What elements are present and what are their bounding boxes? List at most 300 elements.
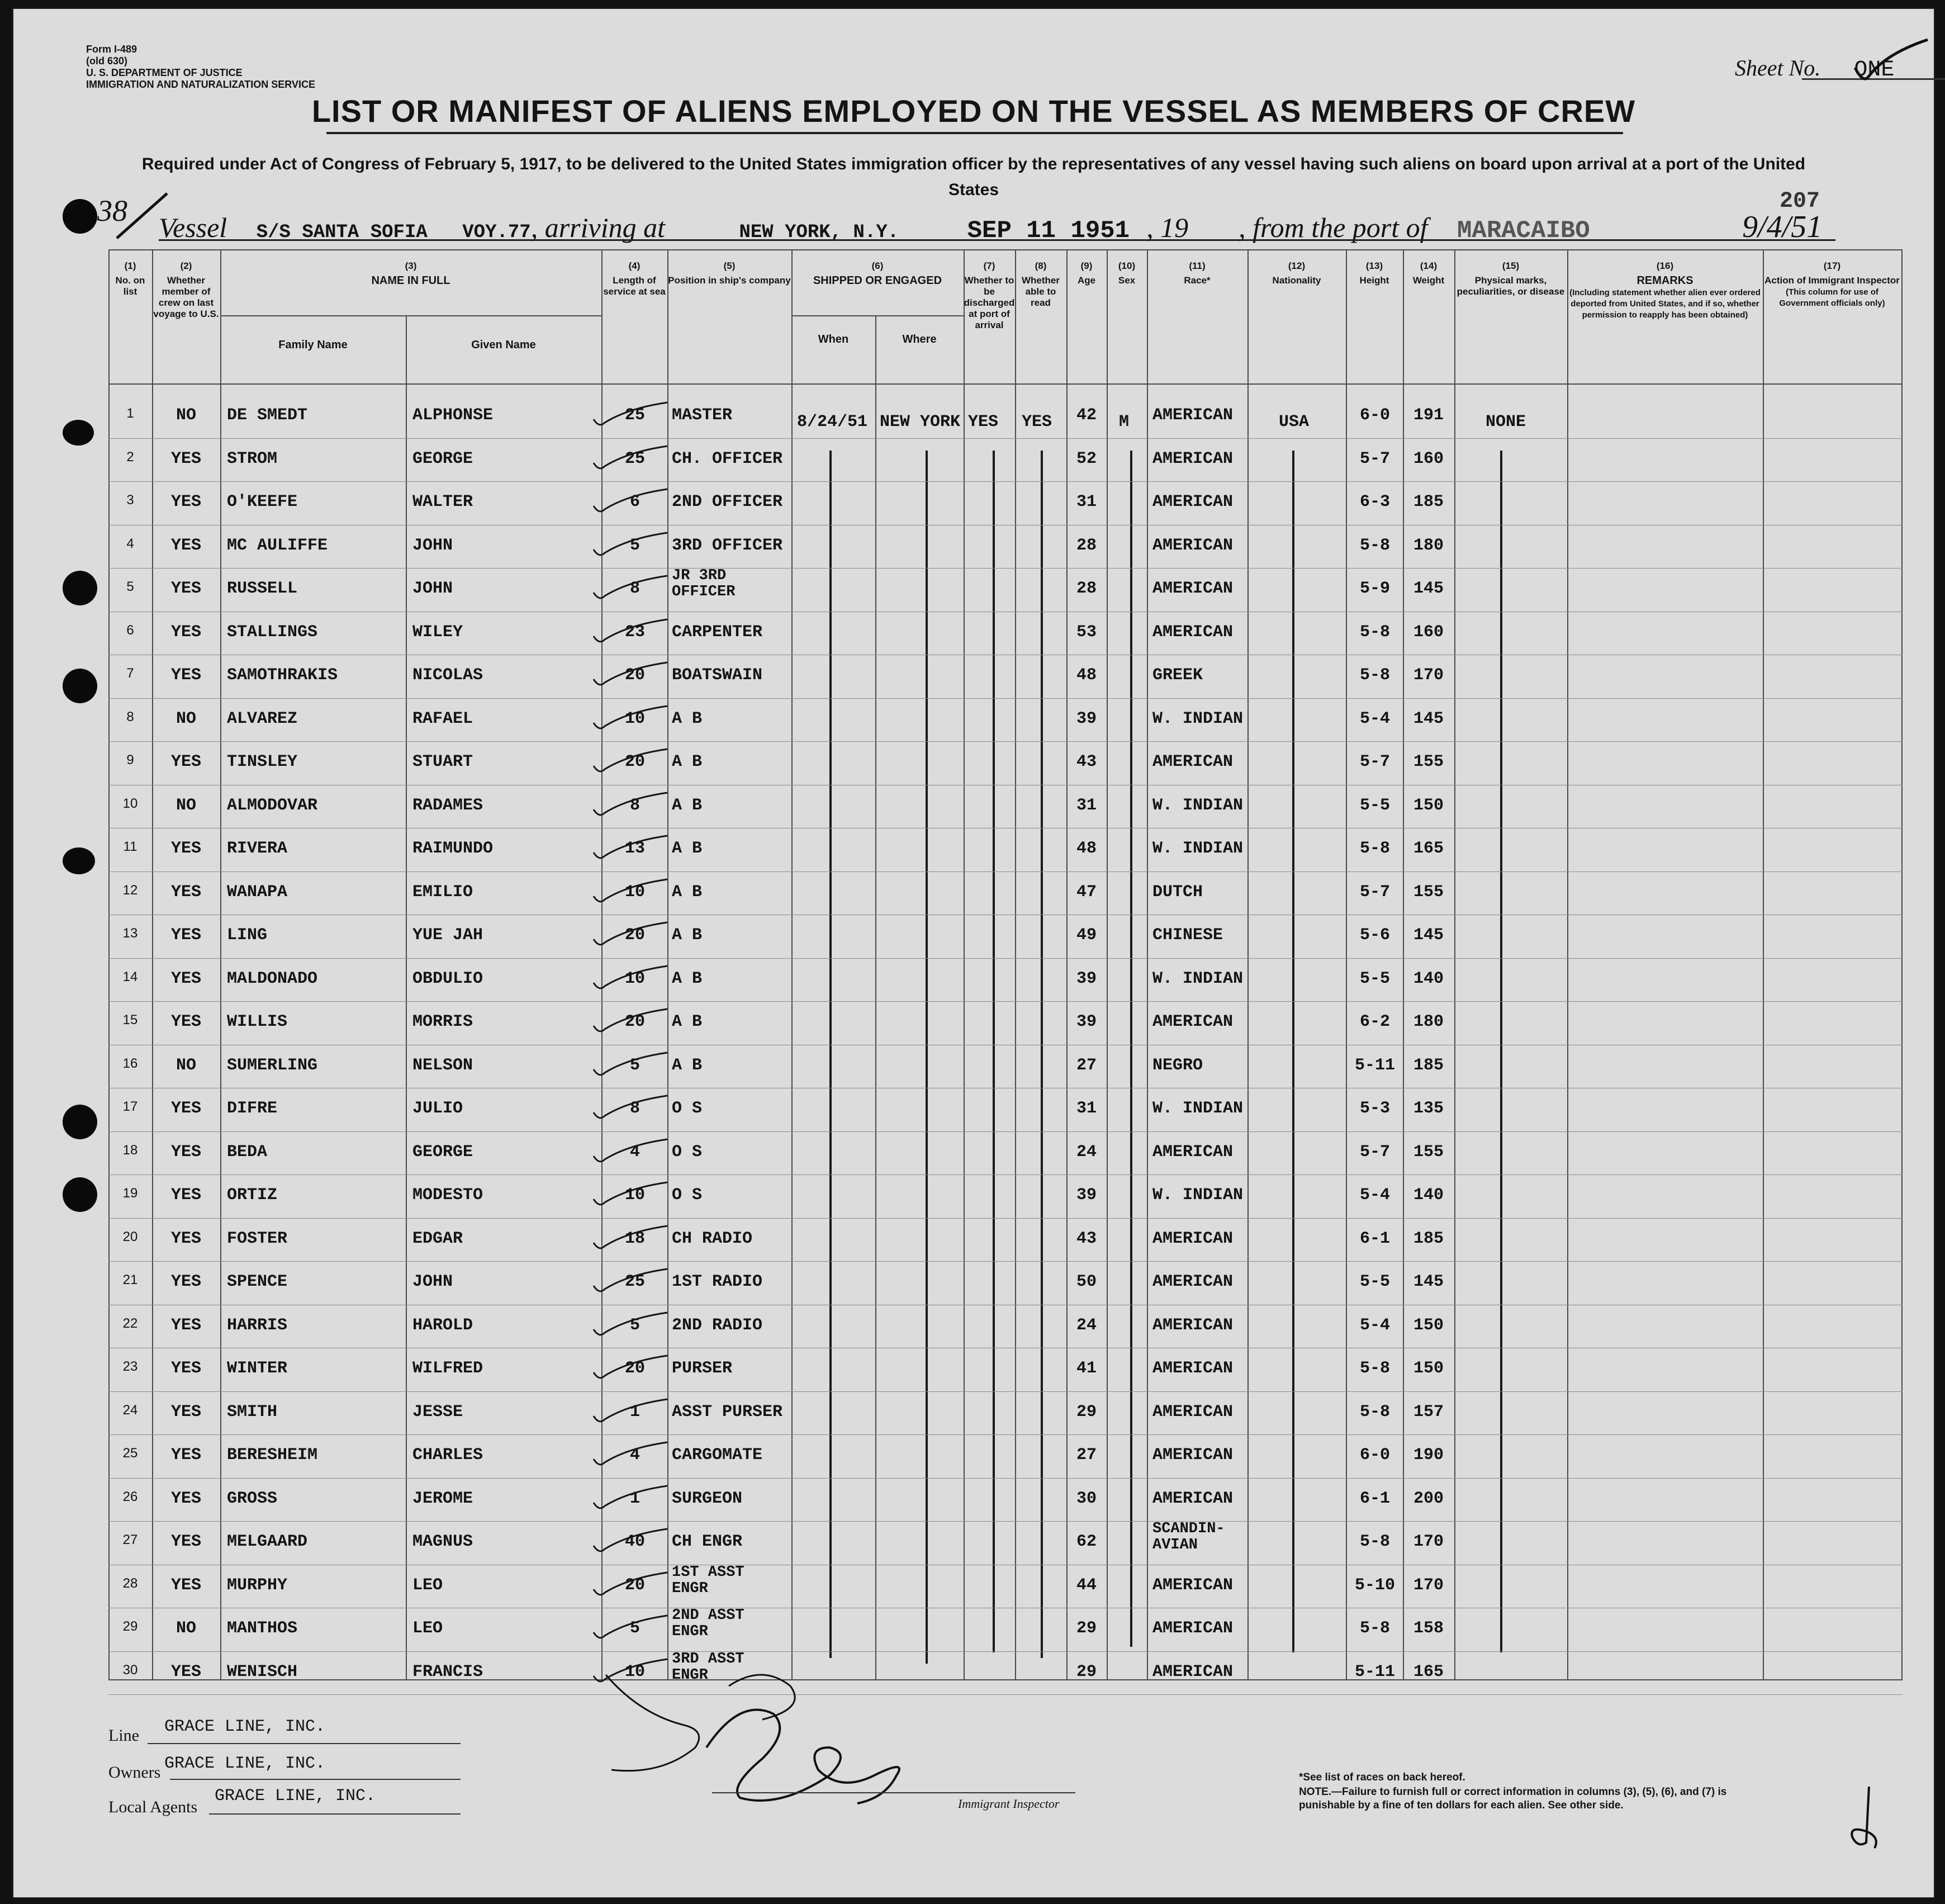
crew-race: W. INDIAN: [1152, 1186, 1244, 1205]
crew-service: 23: [624, 622, 645, 642]
crew-weight: 190: [1413, 1446, 1444, 1465]
crew-no: 15: [122, 1012, 138, 1027]
header-col12: (12) Nationality: [1272, 261, 1321, 286]
row-rule: [108, 1001, 1903, 1002]
ditto-mark: [993, 451, 995, 1652]
punch-hole: [63, 669, 97, 703]
crew-position: CARGOMATE: [672, 1446, 763, 1465]
crew-age: 39: [1076, 1186, 1097, 1205]
column-rule: [1015, 249, 1016, 1680]
crew-position: A B: [672, 926, 703, 945]
crew-age: 48: [1076, 666, 1097, 685]
crew-no: 4: [126, 536, 134, 551]
owners-value: GRACE LINE, INC.: [164, 1754, 326, 1773]
crew-height: 5-8: [1359, 1619, 1390, 1638]
crew-race: AMERICAN: [1152, 1446, 1234, 1465]
crew-weight: 180: [1413, 1012, 1444, 1031]
service-check-icon: [589, 1527, 673, 1555]
crew-service: 40: [624, 1532, 645, 1551]
row-rule: [108, 1478, 1903, 1479]
crew-weight: 170: [1413, 666, 1444, 685]
service-check-icon: [589, 1224, 673, 1252]
crew-position: SURGEON: [672, 1489, 743, 1508]
year-label: , 19: [1146, 212, 1189, 243]
crew-race: AMERICAN: [1152, 406, 1234, 425]
crew-height: 5-8: [1359, 1402, 1390, 1422]
races-note: *See list of races on back hereof.: [1299, 1772, 1465, 1783]
column-rule: [1901, 249, 1903, 1680]
crew-given: WILEY: [412, 622, 463, 642]
row-rule: [108, 1261, 1903, 1262]
header-family-name: Family Name: [278, 339, 348, 351]
row1-sex: M: [1119, 413, 1130, 432]
header-col2: (2) Whether member of crew on last voyage to U.S.: [153, 261, 219, 319]
crew-service: 20: [624, 1012, 645, 1031]
ditto-mark: [829, 451, 832, 1658]
row-rule: [108, 741, 1903, 742]
crew-prev: YES: [170, 1662, 201, 1682]
column-rule: [220, 249, 221, 1680]
service-check-icon: [589, 877, 673, 905]
crew-position: O S: [672, 1142, 703, 1162]
column-rule: [1346, 249, 1347, 1680]
crew-height: 6-0: [1359, 1446, 1390, 1465]
crew-position: PURSER: [672, 1359, 733, 1378]
from-port-label: , from the port of: [1239, 212, 1428, 243]
crew-age: 29: [1076, 1402, 1097, 1422]
column-rule: [1107, 249, 1108, 1680]
column-rule: [1567, 249, 1568, 1680]
crew-service: 25: [624, 406, 645, 425]
crew-family: ORTIZ: [227, 1186, 278, 1205]
crew-given: MORRIS: [412, 1012, 473, 1031]
crew-weight: 160: [1413, 449, 1444, 468]
punch-hole: [63, 1105, 97, 1139]
check-mark-icon: [1852, 37, 1930, 87]
crew-family: DE SMEDT: [227, 406, 308, 425]
crew-position: O S: [672, 1186, 703, 1205]
crew-family: STALLINGS: [227, 622, 318, 642]
crew-position: CARPENTER: [672, 622, 763, 642]
crew-family: SUMERLING: [227, 1055, 318, 1075]
crew-given: MAGNUS: [412, 1532, 473, 1551]
row-rule: [108, 481, 1903, 482]
crew-age: 31: [1076, 1099, 1097, 1118]
manifest-sheet: [12, 8, 1935, 1898]
crew-family: MURPHY: [227, 1575, 288, 1595]
crew-given: JESSE: [412, 1402, 463, 1422]
crew-no: 6: [126, 622, 134, 638]
crew-height: 6-2: [1359, 1012, 1390, 1031]
crew-service: 18: [624, 1229, 645, 1248]
crew-age: 41: [1076, 1359, 1097, 1378]
crew-family: DIFRE: [227, 1099, 278, 1118]
crew-age: 39: [1076, 709, 1097, 728]
column-rule: [1147, 249, 1148, 1680]
header-col14: (14) Weight: [1412, 261, 1445, 286]
crew-race: AMERICAN: [1152, 536, 1234, 555]
service-name: IMMIGRATION AND NATURALIZATION SERVICE: [86, 79, 315, 90]
crew-no: 1: [126, 406, 134, 421]
crew-height: 6-1: [1359, 1489, 1390, 1508]
crew-age: 31: [1076, 795, 1097, 815]
crew-no: 17: [122, 1099, 138, 1114]
service-check-icon: [589, 1353, 673, 1381]
service-check-icon: [589, 1093, 673, 1121]
service-check-icon: [589, 1267, 673, 1295]
header-when: When: [818, 333, 849, 345]
header-col16: (16) REMARKS (Including statement whether alien ever ordered deported from United States, and if so, whether permission to reapply has been obtained): [1569, 261, 1761, 320]
crew-height: 5-7: [1359, 1142, 1390, 1162]
service-check-icon: [589, 1397, 673, 1425]
crew-service: 8: [629, 795, 640, 815]
service-check-icon: [589, 833, 673, 861]
crew-given: HAROLD: [412, 1315, 473, 1335]
service-check-icon: [589, 920, 673, 948]
crew-family: TINSLEY: [227, 752, 298, 771]
arrival-date-stamp: SEP 11 1951: [967, 217, 1130, 245]
crew-race: W. INDIAN: [1152, 839, 1244, 858]
crew-height: 5-5: [1359, 969, 1390, 988]
crew-service: 5: [629, 1315, 640, 1335]
crew-given: WALTER: [412, 492, 473, 511]
row-rule: [108, 698, 1903, 699]
crew-height: 5-9: [1359, 579, 1390, 598]
header-col17: (17) Action of Immigrant Inspector (This column for use of Government officials only): [1764, 261, 1900, 308]
crew-service: 5: [629, 1619, 640, 1638]
crew-prev: YES: [170, 926, 201, 945]
crew-race: AMERICAN: [1152, 1012, 1234, 1031]
margin-handwritten-mark: 38: [97, 194, 127, 228]
header-given-name: Given Name: [471, 339, 536, 351]
crew-given: JOHN: [412, 579, 453, 598]
crew-weight: 165: [1413, 1662, 1444, 1682]
line-value: GRACE LINE, INC.: [164, 1717, 326, 1736]
crew-prev: YES: [170, 1315, 201, 1335]
crew-weight: 145: [1413, 1272, 1444, 1291]
crew-family: RUSSELL: [227, 579, 298, 598]
service-check-icon: [589, 1007, 673, 1035]
crew-service: 10: [624, 1186, 645, 1205]
punch-hole: [63, 847, 95, 874]
crew-height: 6-3: [1359, 492, 1390, 511]
crew-given: JULIO: [412, 1099, 463, 1118]
crew-age: 29: [1076, 1662, 1097, 1682]
crew-service: 13: [624, 839, 645, 858]
department-name: U. S. DEPARTMENT OF JUSTICE: [86, 67, 243, 78]
row1-shipped-where: NEW YORK: [880, 413, 961, 432]
crew-given: LEO: [412, 1575, 443, 1595]
crew-age: 62: [1076, 1532, 1097, 1551]
crew-given: GEORGE: [412, 449, 473, 468]
crew-race: SCANDIN-AVIAN: [1152, 1521, 1225, 1553]
form-number-old: (old 630): [86, 55, 128, 67]
crew-service: 20: [624, 1359, 645, 1378]
header-col8: (8) Whether able to read: [1022, 261, 1060, 308]
ditto-mark: [1500, 451, 1502, 1652]
crew-weight: 165: [1413, 839, 1444, 858]
header-col11: (11) Race*: [1184, 261, 1211, 286]
crew-weight: 191: [1413, 406, 1444, 425]
crew-position: 3RD ASST ENGR: [672, 1650, 744, 1684]
service-check-icon: [589, 1613, 673, 1641]
crew-service: 6: [629, 492, 640, 511]
row-rule: [108, 1218, 1903, 1219]
crew-position: 2ND OFFICER: [672, 492, 783, 511]
crew-service: 1: [629, 1402, 640, 1422]
crew-position: A B: [672, 839, 703, 858]
crew-family: ALMODOVAR: [227, 795, 318, 815]
crew-family: SPENCE: [227, 1272, 288, 1291]
name-subheader-rule: [220, 315, 601, 316]
crew-given: STUART: [412, 752, 473, 771]
crew-height: 5-8: [1359, 536, 1390, 555]
crew-prev: YES: [170, 1142, 201, 1162]
crew-no: 27: [122, 1532, 138, 1547]
row-rule: [108, 438, 1903, 439]
title-underline: [326, 132, 1623, 134]
page-title: LIST OR MANIFEST OF ALIENS EMPLOYED ON THE VESSEL AS MEMBERS OF CREW: [311, 93, 1636, 129]
header-col5: (5) Position in ship's company: [668, 261, 791, 286]
crew-family: WENISCH: [227, 1662, 298, 1682]
crew-age: 50: [1076, 1272, 1097, 1291]
sheet-number-value: ONE: [1854, 58, 1895, 83]
crew-age: 28: [1076, 536, 1097, 555]
crew-position: CH. OFFICER: [672, 449, 783, 468]
service-check-icon: [589, 1570, 673, 1598]
service-check-icon: [589, 660, 673, 688]
line-rule: [148, 1743, 461, 1744]
crew-position: 3RD OFFICER: [672, 536, 783, 555]
arrival-port: NEW YORK, N.Y.: [739, 222, 899, 243]
crew-weight: 140: [1413, 1186, 1444, 1205]
service-check-icon: [589, 574, 673, 601]
crew-position: CH ENGR: [672, 1532, 743, 1551]
crew-age: 27: [1076, 1055, 1097, 1075]
crew-given: GEORGE: [412, 1142, 473, 1162]
row-rule: [108, 1174, 1903, 1175]
crew-height: 5-6: [1359, 926, 1390, 945]
table-top-rule: [108, 249, 1903, 250]
crew-race: W. INDIAN: [1152, 969, 1244, 988]
crew-position: 2ND ASST ENGR: [672, 1607, 744, 1640]
crew-no: 12: [122, 882, 138, 898]
crew-prev: YES: [170, 1186, 201, 1205]
header-col7: (7) Whether to be discharged at port of arrival: [964, 261, 1015, 330]
crew-no: 3: [126, 492, 134, 508]
vessel-label: Vessel: [159, 212, 227, 243]
form-identifier: [86, 44, 315, 91]
crew-given: JOHN: [412, 1272, 453, 1291]
crew-service: 20: [624, 752, 645, 771]
crew-family: MC AULIFFE: [227, 536, 328, 555]
line-label: Line: [108, 1726, 139, 1745]
service-check-icon: [589, 487, 673, 515]
crew-position: A B: [672, 795, 703, 815]
crew-given: JOHN: [412, 536, 453, 555]
crew-age: 49: [1076, 926, 1097, 945]
service-check-icon: [589, 1440, 673, 1468]
crew-race: DUTCH: [1152, 882, 1203, 902]
crew-age: 31: [1076, 492, 1097, 511]
crew-given: NICOLAS: [412, 666, 483, 685]
arriving-label: , arriving at: [530, 212, 665, 243]
header-where: Where: [902, 333, 937, 345]
ditto-mark: [1292, 451, 1294, 1652]
crew-family: MELGAARD: [227, 1532, 308, 1551]
crew-age: 53: [1076, 622, 1097, 642]
crew-weight: 150: [1413, 1315, 1444, 1335]
crew-prev: YES: [170, 492, 201, 511]
column-rule: [875, 315, 876, 1680]
crew-no: 13: [122, 926, 138, 941]
service-check-icon: [589, 1180, 673, 1208]
row-rule: [108, 1434, 1903, 1435]
row-rule: [108, 1694, 1903, 1695]
header-col4: (4) Length of service at sea: [603, 261, 666, 297]
crew-no: 26: [122, 1489, 138, 1504]
crew-family: GROSS: [227, 1489, 278, 1508]
vessel-line-rule: [159, 239, 1835, 241]
crew-given: EDGAR: [412, 1229, 463, 1248]
crew-position: BOATSWAIN: [672, 666, 763, 685]
agents-label: Local Agents: [108, 1798, 198, 1816]
crew-given: FRANCIS: [412, 1662, 483, 1682]
crew-service: 10: [624, 969, 645, 988]
agents-rule: [209, 1813, 461, 1815]
crew-service: 1: [629, 1489, 640, 1508]
crew-prev: NO: [175, 1619, 196, 1638]
crew-age: 24: [1076, 1315, 1097, 1335]
crew-prev: YES: [170, 1229, 201, 1248]
sheet-number-label: Sheet No.: [1735, 55, 1821, 80]
crew-no: 25: [122, 1446, 138, 1461]
crew-race: NEGRO: [1152, 1055, 1203, 1075]
crew-height: 5-4: [1359, 1186, 1390, 1205]
crew-race: AMERICAN: [1152, 1272, 1234, 1291]
crew-weight: 155: [1413, 1142, 1444, 1162]
voyage-number: VOY.77: [462, 222, 531, 243]
crew-age: 24: [1076, 1142, 1097, 1162]
crew-family: MANTHOS: [227, 1619, 298, 1638]
service-check-icon: [589, 1484, 673, 1512]
crew-weight: 185: [1413, 492, 1444, 511]
header-col3: (3) NAME IN FULL: [371, 261, 450, 287]
crew-family: BEDA: [227, 1142, 268, 1162]
header-bottom-rule: [108, 383, 1903, 385]
service-check-icon: [589, 790, 673, 818]
crew-no: 5: [126, 579, 134, 594]
crew-position: A B: [672, 1055, 703, 1075]
crew-family: SMITH: [227, 1402, 278, 1422]
crew-age: 48: [1076, 839, 1097, 858]
crew-weight: 170: [1413, 1532, 1444, 1551]
crew-no: 21: [122, 1272, 138, 1287]
page-subtitle: Required under Act of Congress of February 5, 1917, to be delivered to the United States immigration officer by the representatives of any vessel having such aliens on board upon arrival at a port of the United States: [141, 155, 1806, 199]
crew-position: A B: [672, 1012, 703, 1031]
crew-no: 14: [122, 969, 138, 984]
row1-shipped-when: 8/24/51: [797, 413, 868, 432]
crew-service: 10: [624, 709, 645, 728]
crew-height: 5-11: [1354, 1662, 1395, 1682]
crew-age: 42: [1076, 406, 1097, 425]
crew-height: 5-5: [1359, 795, 1390, 815]
crew-no: 19: [122, 1186, 138, 1201]
crew-weight: 185: [1413, 1229, 1444, 1248]
service-check-icon: [589, 1050, 673, 1078]
crew-service: 20: [624, 1575, 645, 1595]
crew-race: AMERICAN: [1152, 1142, 1234, 1162]
crew-race: W. INDIAN: [1152, 1099, 1244, 1118]
crew-position: ASST PURSER: [672, 1402, 783, 1422]
crew-height: 5-7: [1359, 449, 1390, 468]
handwritten-date: 9/4/51: [1742, 210, 1823, 244]
handwritten-initial-icon: [1835, 1781, 1897, 1854]
crew-given: CHARLES: [412, 1446, 483, 1465]
crew-weight: 150: [1413, 1359, 1444, 1378]
row-rule: [108, 568, 1903, 569]
service-check-icon: [589, 531, 673, 558]
crew-race: AMERICAN: [1152, 1619, 1234, 1638]
row1-nationality: USA: [1279, 413, 1310, 432]
crew-no: 2: [126, 449, 134, 465]
crew-height: 5-8: [1359, 666, 1390, 685]
crew-race: AMERICAN: [1152, 752, 1234, 771]
crew-height: 5-8: [1359, 839, 1390, 858]
crew-no: 28: [122, 1575, 138, 1591]
crew-service: 5: [629, 1055, 640, 1075]
penalty-note: NOTE.—Failure to furnish full or correct information in columns (3), (5), (6), and (7) is punishable by a fine of ten dollars for each alien. See other side.: [1299, 1786, 1727, 1811]
row-rule: [108, 1651, 1903, 1652]
crew-weight: 145: [1413, 926, 1444, 945]
crew-no: 20: [122, 1229, 138, 1244]
crew-position: A B: [672, 752, 703, 771]
crew-no: 8: [126, 709, 134, 724]
crew-race: AMERICAN: [1152, 492, 1234, 511]
crew-service: 20: [624, 926, 645, 945]
crew-weight: 180: [1413, 536, 1444, 555]
column-rule: [1454, 249, 1455, 1680]
crew-weight: 155: [1413, 752, 1444, 771]
inspector-label: Immigrant Inspector: [958, 1797, 1060, 1811]
column-rule: [964, 249, 965, 1680]
crew-prev: YES: [170, 1402, 201, 1422]
crew-given: RAFAEL: [412, 709, 473, 728]
service-check-icon: [589, 704, 673, 732]
crew-service: 8: [629, 1099, 640, 1118]
crew-given: JEROME: [412, 1489, 473, 1508]
crew-family: RIVERA: [227, 839, 288, 858]
service-check-icon: [589, 964, 673, 992]
ditto-mark: [1130, 451, 1132, 1647]
crew-position: A B: [672, 709, 703, 728]
crew-position: JR 3RD OFFICER: [672, 567, 736, 600]
crew-height: 5-3: [1359, 1099, 1390, 1118]
crew-prev: NO: [175, 406, 196, 425]
crew-race: AMERICAN: [1152, 1359, 1234, 1378]
crew-race: W. INDIAN: [1152, 795, 1244, 815]
crew-race: AMERICAN: [1152, 449, 1234, 468]
departure-port: MARACAIBO: [1457, 217, 1590, 245]
crew-age: 43: [1076, 752, 1097, 771]
service-check-icon: [589, 1310, 673, 1338]
column-rule: [1763, 249, 1764, 1680]
crew-height: 5-10: [1354, 1575, 1395, 1595]
crew-position: MASTER: [672, 406, 733, 425]
crew-age: 44: [1076, 1575, 1097, 1595]
crew-prev: YES: [170, 1446, 201, 1465]
crew-height: 5-11: [1354, 1055, 1395, 1075]
